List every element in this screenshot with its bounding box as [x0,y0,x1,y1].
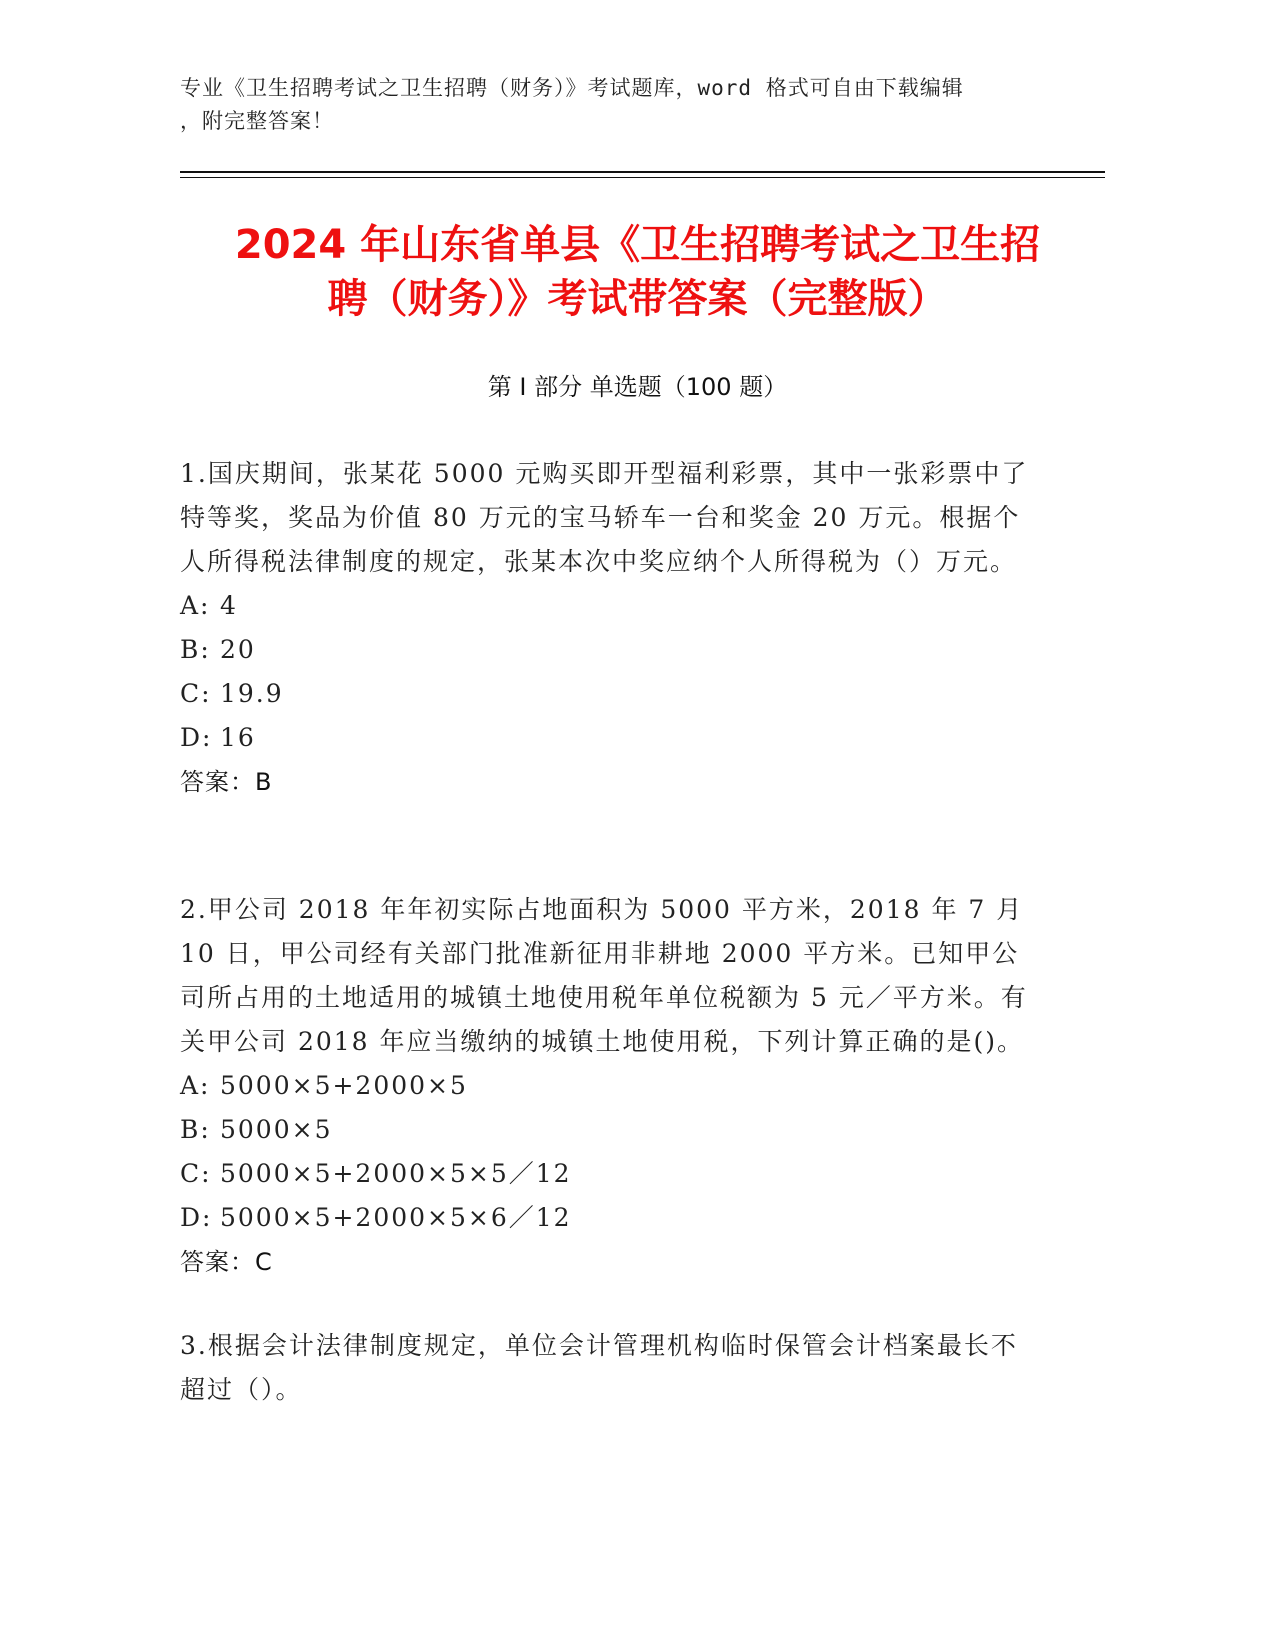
option-text: 4 [220,591,238,620]
question-stem: 1.国庆期间，张某花 5000 元购买即开型福利彩票，其中一张彩票中了特等奖，奖品为价值 80 万元的宝马轿车一台和奖金 20 万元。根据个人所得税法律制度的规定，张某本次中奖应纳个人所得税为（）万元。 [180,459,1029,576]
header-divider-thick [180,171,1105,173]
option-b [180,628,1040,672]
option-text: 5000×5+2000×5×5／12 [220,1159,572,1188]
document-title-line1: 2024 年山东省单县《卫生招聘考试之卫生招 [234,222,1041,268]
option-text: 19.9 [220,679,284,708]
question-stem: 3.根据会计法律制度规定，单位会计管理机构临时保管会计档案最长不超过（）。 [180,1331,1018,1404]
answer-line: 答案：B [180,768,273,796]
option-text: 5000×5+2000×5 [220,1071,468,1100]
option-letter: D: [180,723,213,752]
header-note-line1: 专业《卫生招聘考试之卫生招聘（财务）》考试题库，word 格式可自由下载编辑 [180,76,964,100]
option-d [180,1196,1040,1240]
option-c [180,672,1040,716]
option-a [180,1064,1040,1108]
option-letter: B: [180,635,211,664]
question-3 [180,1324,1040,1412]
section-heading: 第 I 部分 单选题（100 题） [487,373,788,401]
option-a [180,584,1040,628]
header-note-line2: ，附完整答案！ [180,109,334,133]
option-text: 5000×5 [220,1115,333,1144]
option-text: 5000×5+2000×5×6／12 [220,1203,572,1232]
option-letter: C: [180,1159,212,1188]
header-note [180,72,1040,138]
option-letter: C: [180,679,212,708]
option-letter: A: [180,591,211,620]
option-text: 20 [220,635,256,664]
option-letter: D: [180,1203,213,1232]
option-b [180,1108,1040,1152]
question-1 [180,452,1040,804]
question-stem: 2.甲公司 2018 年年初实际占地面积为 5000 平方米，2018 年 7 月 10 日，甲公司经有关部门批准新征用非耕地 2000 平方米。已知甲公司所占用的土地适用的城镇土地使用税年单位税额为 5 元／平方米。有关甲公司 2018 年应当缴纳的城镇土地使用税，下列计算正确的是()。 [180,895,1028,1056]
option-letter: A: [180,1071,211,1100]
option-text: 16 [220,723,256,752]
document-title [180,218,1095,326]
option-c [180,1152,1040,1196]
question-2 [180,888,1040,1284]
option-d [180,716,1040,760]
option-letter: B: [180,1115,211,1144]
header-divider-thin [180,177,1105,178]
answer-line: 答案：C [180,1248,273,1276]
document-title-line2: 聘（财务）》考试带答案（完整版） [327,276,948,322]
